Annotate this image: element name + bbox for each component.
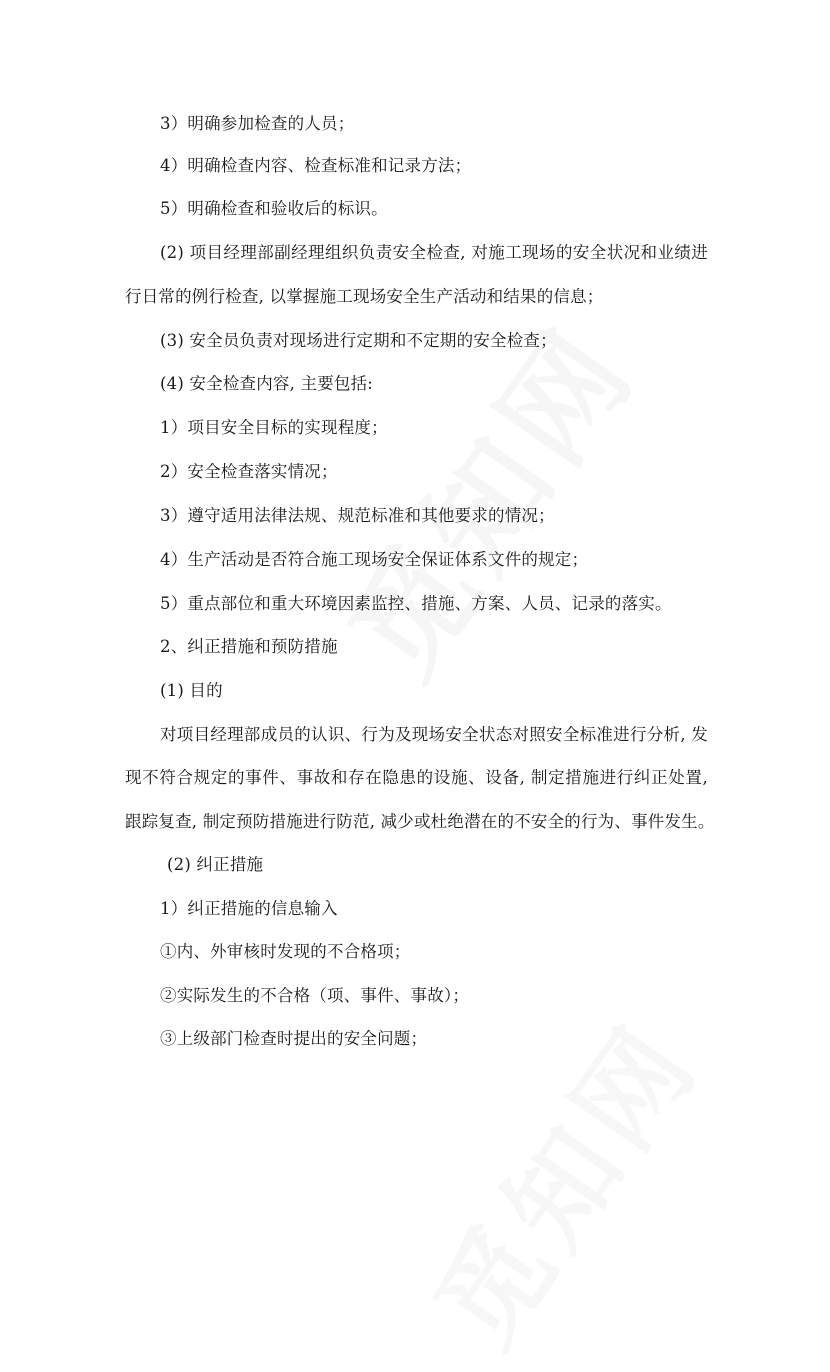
text-line-1: 3）明确参加检查的人员； xyxy=(160,114,355,133)
text-line-5: 行日常的例行检查, 以掌握施工现场安全生产活动和结果的信息； xyxy=(125,287,604,306)
text-line-16: 现不符合规定的事件、事故和存在隐患的设施、设备, 制定措施进行纠正处置, xyxy=(125,768,708,787)
watermark-bottom xyxy=(392,986,728,1372)
text-line-10: 3）遵守适用法律法规、规范标准和其他要求的情况； xyxy=(160,506,555,525)
text-line-11: 4）生产活动是否符合施工现场安全保证体系文件的规定； xyxy=(160,550,589,569)
subsection-heading-purpose: (1) 目的 xyxy=(160,681,223,700)
text-line-2: 4）明确检查内容、检查标准和记录方法； xyxy=(160,156,472,175)
text-line-21: ②实际发生的不合格（项、事件、事故）； xyxy=(160,986,470,1005)
section-heading: 2、纠正措施和预防措施 xyxy=(160,637,338,656)
text-line-12: 5）重点部位和重大环境因素监控、措施、方案、人员、记录的落实。 xyxy=(160,594,672,613)
text-line-6: (3) 安全员负责对现场进行定期和不定期的安全检查； xyxy=(160,331,557,350)
text-line-17: 跟踪复查, 制定预防措施进行防范, 减少或杜绝潜在的不安全的行为、事件发生。 xyxy=(125,812,715,831)
text-line-7: (4) 安全检查内容, 主要包括: xyxy=(160,374,374,393)
text-line-20: ①内、外审核时发现的不合格项； xyxy=(160,942,411,961)
text-line-4: (2) 项目经理部副经理组织负责安全检查, 对施工现场的安全状况和业绩进 xyxy=(160,243,708,262)
text-line-3: 5）明确检查和验收后的标识。 xyxy=(160,199,388,218)
text-line-9: 2）安全检查落实情况； xyxy=(160,462,338,481)
text-line-22: ③上级部门检查时提出的安全问题； xyxy=(160,1029,428,1048)
text-line-8: 1）项目安全目标的实现程度； xyxy=(160,418,388,437)
text-line-19: 1）纠正措施的信息输入 xyxy=(160,899,338,918)
text-line-15: 对项目经理部成员的认识、行为及现场安全状态对照安全标准进行分析, 发 xyxy=(160,725,708,744)
subsection-heading-corrective: (2) 纠正措施 xyxy=(167,855,264,874)
